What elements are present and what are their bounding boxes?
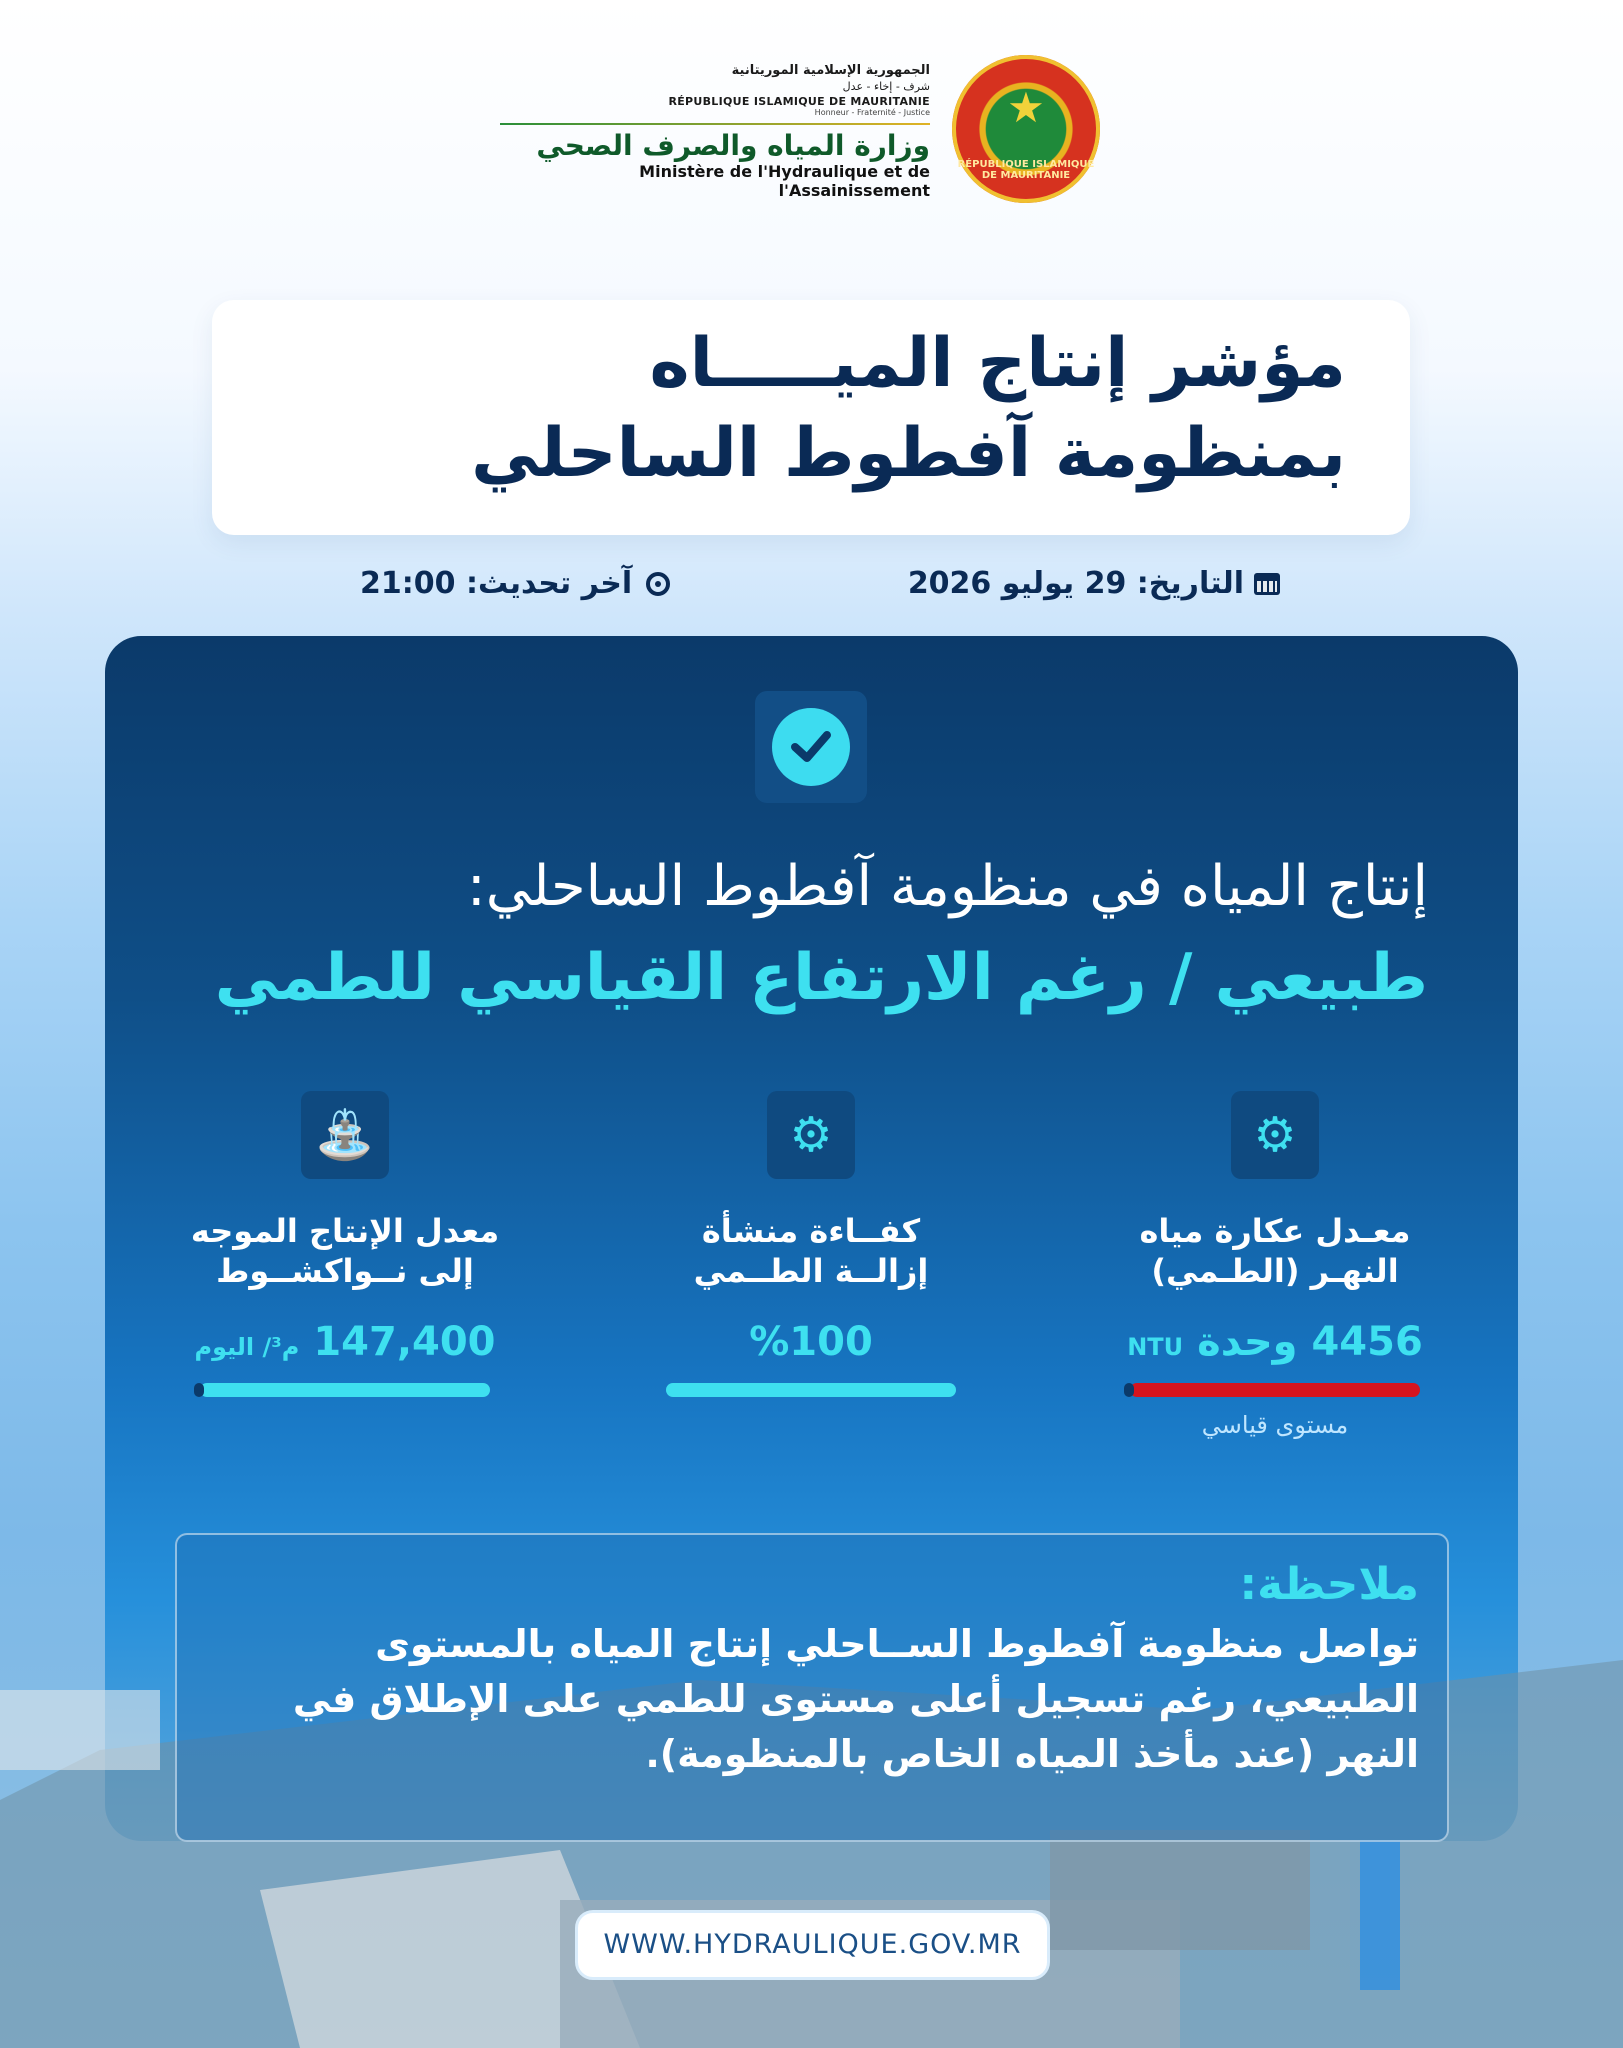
refresh-icon xyxy=(646,572,670,596)
metric-bar-cap xyxy=(194,1383,204,1397)
metric-bar xyxy=(200,1383,490,1397)
info-row xyxy=(350,566,1280,606)
ministry-branding xyxy=(500,63,930,200)
metric-label-line1: كفــاءة منشأة xyxy=(701,1212,921,1250)
metric-unit: م³/ اليوم xyxy=(194,1333,300,1361)
metric-label xyxy=(1105,1211,1445,1291)
star-icon: ★ xyxy=(1007,83,1045,132)
seal-text: RÉPUBLIQUE ISLAMIQUE DE MAURITANIE xyxy=(957,159,1095,181)
metric-value xyxy=(641,1319,981,1365)
metric-label-line2: إلى نــواكشــوط xyxy=(216,1252,474,1290)
water-pump-icon: ⛲ xyxy=(301,1091,389,1179)
metric-label-line2: النهـر (الطـمي) xyxy=(1151,1252,1399,1290)
check-icon xyxy=(772,708,850,786)
metric-sublabel: مستوى قياسي xyxy=(1201,1411,1349,1439)
status-value-headline: طبيعي / رغم الارتفاع القياسي للطمي xyxy=(214,941,1428,1015)
gear-check-icon: ⚙ xyxy=(767,1091,855,1179)
republic-name-ar: الجمهورية الإسلامية الموريتانية xyxy=(731,63,930,78)
metric-label-line1: معدل الإنتاج الموجه xyxy=(190,1212,500,1250)
metric-efficiency xyxy=(641,1091,981,1391)
page-title-line2: بمنظومة آفطوط الساحلي xyxy=(471,414,1346,493)
calendar-icon xyxy=(1254,573,1280,595)
note-text: تواصل منظومة آفطوط الســاحلي إنتاج المياه بالمستوى الطبيعي، رغم تسجيل أعلى مستوى للطمي على الإطلاق في النهر (عند مأخذ المياه الخاص بالمنظومة). xyxy=(292,1622,1419,1777)
metric-value-number: 4456 وحدة xyxy=(1197,1319,1423,1365)
metric-value xyxy=(1105,1319,1445,1365)
republic-name-fr: RÉPUBLIQUE ISLAMIQUE DE MAURITANIE xyxy=(668,95,930,108)
metric-bar-cap xyxy=(1124,1383,1134,1397)
page-title-line1: مؤشر إنتاج الميـــــاه xyxy=(649,324,1346,403)
date-label: التاريخ: 29 يوليو 2026 xyxy=(907,566,1244,601)
status-headline: إنتاج المياه في منظومة آفطوط الساحلي: xyxy=(466,854,1428,919)
metric-turbidity xyxy=(1105,1091,1445,1439)
metric-value xyxy=(175,1319,515,1365)
header-divider xyxy=(500,123,930,125)
metric-value-number: %100 xyxy=(749,1319,873,1365)
metric-unit: NTU xyxy=(1127,1333,1184,1361)
metric-label xyxy=(641,1211,981,1291)
ministry-name-ar: وزارة المياه والصرف الصحي xyxy=(536,129,930,162)
website-link[interactable]: WWW.HYDRAULIQUE.GOV.MR xyxy=(575,1910,1050,1980)
national-seal-logo xyxy=(952,55,1100,203)
motto-ar: شرف - إخاء - عدل xyxy=(842,80,930,93)
metric-bar xyxy=(666,1383,956,1397)
metric-bar xyxy=(1130,1383,1420,1397)
title-card xyxy=(212,300,1410,535)
note-title: ملاحظة: xyxy=(1239,1559,1419,1610)
date-info xyxy=(908,566,1280,601)
metric-label-line1: معـدل عكارة مياه xyxy=(1139,1212,1411,1250)
update-label: آخر تحديث: 21:00 xyxy=(360,566,633,601)
metric-label xyxy=(175,1211,515,1291)
ministry-name-fr: Ministère de l'Hydraulique et de l'Assainissement xyxy=(639,161,930,200)
water-drop-gear-icon: ⚙ xyxy=(1231,1091,1319,1179)
metric-value-number: 147,400 xyxy=(313,1319,496,1365)
motto-fr: Honneur - Fraternité - Justice xyxy=(814,108,930,117)
metric-production xyxy=(175,1091,515,1391)
status-check-badge xyxy=(755,691,867,803)
update-info xyxy=(360,566,670,601)
note-box xyxy=(175,1533,1449,1842)
metric-label-line2: إزالــة الطــمي xyxy=(693,1252,929,1290)
header xyxy=(500,55,1130,215)
